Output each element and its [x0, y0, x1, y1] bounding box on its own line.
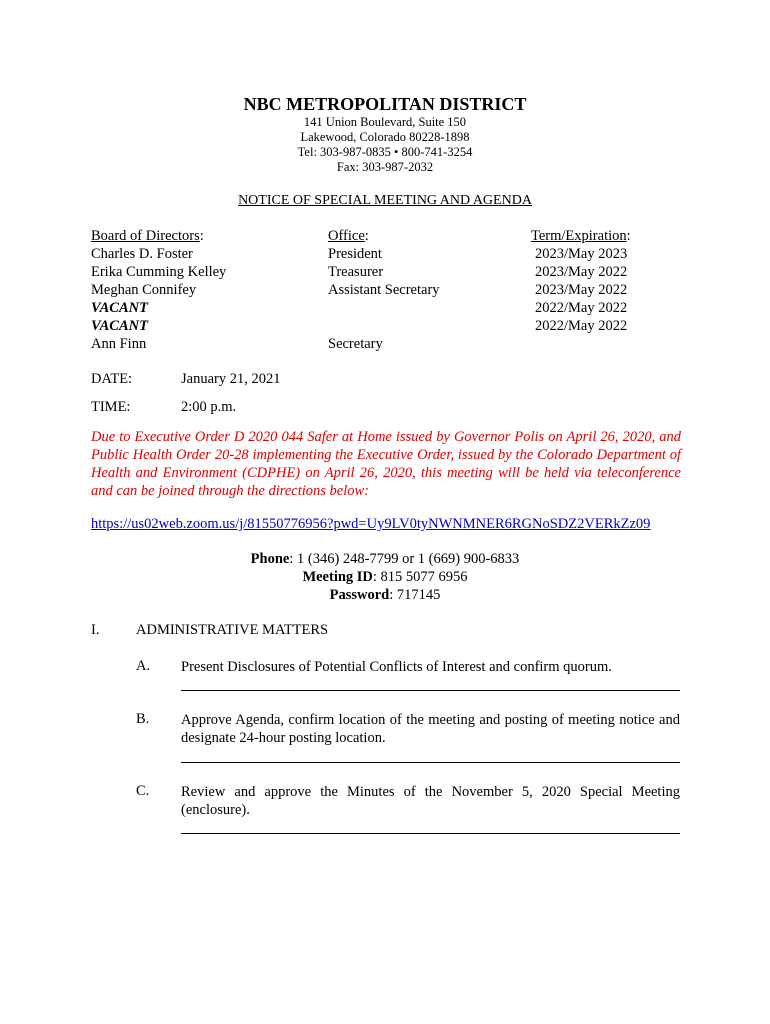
director-office: Assistant Secretary [328, 282, 440, 298]
notes-line [181, 690, 680, 691]
director-name-vacant: VACANT [91, 318, 148, 334]
date-label: DATE: [91, 371, 133, 387]
dial-in-password: Password: 717145 [329, 587, 441, 603]
director-term: 2023/May 2022 [535, 282, 628, 298]
director-office: Treasurer [328, 264, 384, 280]
address-line-1: 141 Union Boulevard, Suite 150 [303, 115, 467, 129]
director-office: Secretary [328, 336, 383, 352]
director-name: Erika Cumming Kelley [91, 264, 227, 280]
board-header-directors: Board of Directors: [91, 228, 204, 244]
phone-line: Tel: 303-987-0835 • 800-741-3254 [297, 145, 473, 159]
date-value: January 21, 2021 [181, 371, 281, 387]
agenda-section-title: ADMINISTRATIVE MATTERS [136, 622, 329, 638]
agenda-item-letter: A. [136, 658, 151, 674]
executive-order-notice: Due to Executive Order D 2020 044 Safer at Home issued by Governor Polis on April 26, 2020, and Public Health Order 20-28 implementing the Executive Order, issued by the Colorado Department of Health and Environment (CDPHE) on April 26, 2020, this meeting will be held via teleconference and can be joined through the directions below: [91, 429, 681, 499]
director-name: Charles D. Foster [91, 246, 193, 262]
director-office: President [328, 246, 382, 262]
time-value: 2:00 p.m. [181, 399, 237, 415]
notes-line [181, 833, 680, 834]
director-term: 2022/May 2022 [535, 300, 628, 316]
address-line-2: Lakewood, Colorado 80228-1898 [300, 130, 470, 144]
director-term: 2022/May 2022 [535, 318, 628, 334]
notice-title: NOTICE OF SPECIAL MEETING AND AGENDA [238, 193, 532, 208]
dial-in-meeting-id: Meeting ID: 815 5077 6956 [302, 569, 468, 585]
agenda-item-text: Approve Agenda, confirm location of the meeting and posting of meeting notice and designate 24-hour posting location. [181, 712, 680, 746]
board-header-term: Term/Expiration: [531, 228, 631, 244]
director-name-vacant: VACANT [91, 300, 148, 316]
director-name: Meghan Connifey [91, 282, 197, 298]
zoom-meeting-link[interactable]: https://us02web.zoom.us/j/81550776956?pwd=Uy9LV0tyNWNMNER6RGNoSDZ2VERkZz09 [91, 516, 651, 532]
notes-line [181, 762, 680, 763]
time-label: TIME: [91, 399, 131, 415]
fax-line: Fax: 303-987-2032 [336, 160, 434, 174]
district-title: NBC METROPOLITAN DISTRICT [243, 94, 527, 114]
agenda-item-text: Present Disclosures of Potential Conflicts of Interest and confirm quorum. [181, 659, 612, 675]
agenda-section-number: I. [91, 622, 100, 638]
agenda-item-letter: B. [136, 711, 150, 727]
agenda-item-text: Review and approve the Minutes of the November 5, 2020 Special Meeting (enclosure). [181, 784, 680, 818]
director-term: 2023/May 2022 [535, 264, 628, 280]
director-term: 2023/May 2023 [535, 246, 628, 262]
board-header-office: Office: [328, 228, 369, 244]
dial-in-phone: Phone: 1 (346) 248-7799 or 1 (669) 900-6833 [250, 551, 520, 567]
agenda-item-letter: C. [136, 783, 150, 799]
director-name: Ann Finn [91, 336, 147, 352]
